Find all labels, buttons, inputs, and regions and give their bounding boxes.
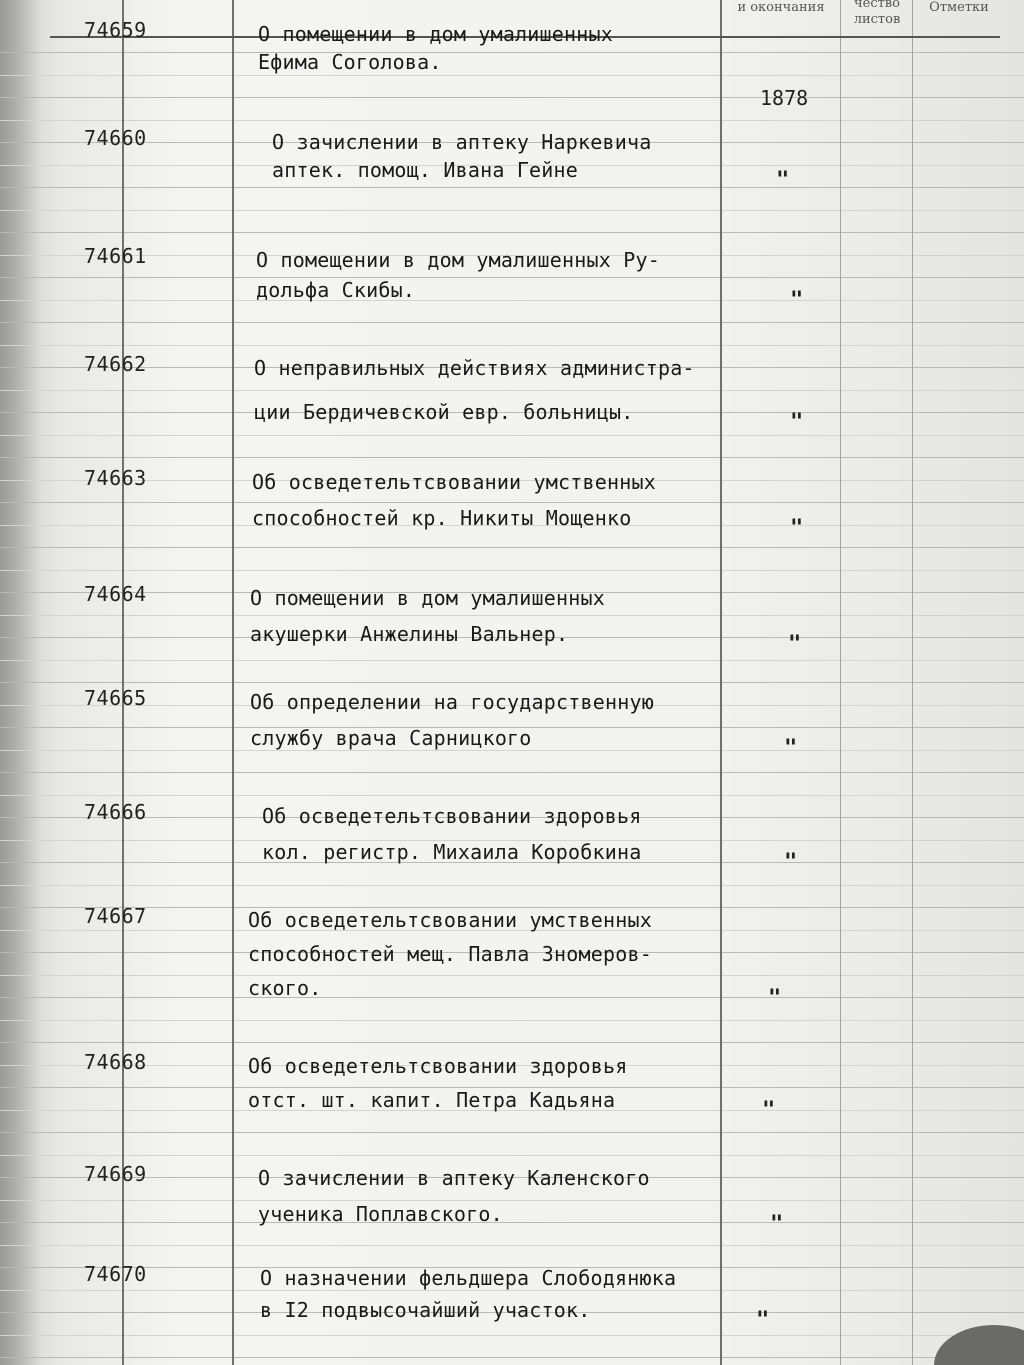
- ditto-mark: ": [790, 288, 804, 313]
- entry-number: 74670: [84, 1262, 147, 1286]
- ditto-mark: ": [790, 516, 804, 541]
- ditto-mark: ": [790, 410, 804, 435]
- ditto-mark: ": [762, 1098, 776, 1123]
- header-sheets: чество листов: [853, 0, 901, 27]
- ruled-line: [0, 435, 1024, 436]
- entry-number: 74666: [84, 800, 147, 824]
- ruled-line: [0, 885, 1024, 886]
- entry-number: 74663: [84, 466, 147, 490]
- entry-title-line: Об определении на государственную: [250, 690, 654, 714]
- ditto-mark: ": [788, 632, 802, 657]
- entry-title-line: Об осведетельтсвовании здоровья: [248, 1054, 628, 1078]
- ditto-mark: ": [768, 986, 782, 1011]
- entry-title-line: О назначении фельдшера Слободянюка: [260, 1266, 677, 1290]
- entry-title-line: ского.: [248, 976, 322, 1000]
- ruled-line: [0, 1132, 1024, 1133]
- ruled-line: [0, 795, 1024, 796]
- entry-number: 74665: [84, 686, 147, 710]
- ruled-line: [0, 660, 1024, 661]
- entry-number: 74662: [84, 352, 147, 376]
- entry-date: 1878: [760, 86, 809, 110]
- ruled-line: [0, 210, 1024, 211]
- header-notes: Отметки: [929, 0, 989, 15]
- entry-title-line: кол. регистр. Михаила Коробкина: [262, 840, 642, 864]
- entry-title-line: способностей кр. Никиты Мощенко: [252, 506, 632, 530]
- entry-title-line: ции Бердичевской евр. больницы.: [254, 400, 634, 424]
- entry-title-line: Об осведетельтсвовании здоровья: [262, 804, 642, 828]
- ruled-line: [0, 187, 1024, 188]
- ruled-line: [0, 75, 1024, 76]
- entry-title-line: Об осведетельтсвовании умственных: [252, 470, 656, 494]
- ruled-line: [0, 390, 1024, 391]
- entry-title-line: О помещении в дом умалишенных: [258, 22, 613, 46]
- ditto-mark: ": [784, 736, 798, 761]
- column-divider-title: [232, 0, 234, 1365]
- entry-title-line: дольфа Скибы.: [256, 278, 416, 302]
- entry-title-line: Ефима Соголова.: [258, 50, 442, 74]
- entry-number: 74669: [84, 1162, 147, 1186]
- entry-number: 74660: [84, 126, 147, 150]
- thumb-shadow: [934, 1325, 1024, 1365]
- ruled-line: [0, 1155, 1024, 1156]
- entry-number: 74659: [84, 18, 147, 42]
- entry-title-line: способностей мещ. Павла Зномеров-: [248, 942, 652, 966]
- column-divider-notes: [912, 0, 913, 1365]
- ruled-line: [0, 975, 1024, 976]
- column-divider-number: [122, 0, 124, 1365]
- ruled-line: [0, 232, 1024, 233]
- ruled-line: [0, 345, 1024, 346]
- ruled-line: [0, 1245, 1024, 1246]
- ditto-mark: ": [784, 850, 798, 875]
- entry-title-line: О зачислении в аптеку Каленского: [258, 1166, 650, 1190]
- entry-number: 74667: [84, 904, 147, 928]
- ditto-mark: ": [756, 1308, 770, 1333]
- ruled-line: [0, 277, 1024, 278]
- entry-title-line: в I2 подвысочайший участок.: [260, 1298, 591, 1322]
- entry-number: 74664: [84, 582, 147, 606]
- entry-title-line: О неправильных действиях администра-: [254, 356, 695, 380]
- ruled-line: [0, 1357, 1024, 1358]
- column-divider-dates: [720, 0, 722, 1365]
- column-divider-sheets: [840, 0, 841, 1365]
- ruled-line: [0, 322, 1024, 323]
- entry-title-line: Об осведетельтсвовании умственных: [248, 908, 652, 932]
- ruled-line: [0, 570, 1024, 571]
- ruled-line: [0, 1200, 1024, 1201]
- entry-title-line: службу врача Сарницкого: [250, 726, 532, 750]
- ruled-line: [0, 547, 1024, 548]
- ruled-line: [0, 1020, 1024, 1021]
- ruled-line: [0, 300, 1024, 301]
- ruled-line: [0, 615, 1024, 616]
- ruled-line: [0, 502, 1024, 503]
- header-dates: и окончания: [737, 0, 825, 15]
- ruled-line: [0, 772, 1024, 773]
- ruled-line: [0, 1222, 1024, 1223]
- entry-title-line: акушерки Анжелины Вальнер.: [250, 622, 569, 646]
- entry-title-line: ученика Поплавского.: [258, 1202, 503, 1226]
- ditto-mark: ": [770, 1212, 784, 1237]
- ruled-line: [0, 1042, 1024, 1043]
- ruled-line: [0, 1335, 1024, 1336]
- ruled-line: [0, 682, 1024, 683]
- ruled-line: [0, 120, 1024, 121]
- ditto-mark: ": [776, 168, 790, 193]
- entry-title-line: О помещении в дом умалишенных: [250, 586, 605, 610]
- entry-number: 74668: [84, 1050, 147, 1074]
- entry-title-line: отст. шт. капит. Петра Кадьяна: [248, 1088, 616, 1112]
- entry-title-line: аптек. помощ. Ивана Гейне: [272, 158, 579, 182]
- ruled-line: [0, 52, 1024, 53]
- entry-title-line: О помещении в дом умалишенных Ру-: [256, 248, 660, 272]
- ruled-line: [0, 997, 1024, 998]
- entry-number: 74661: [84, 244, 147, 268]
- ruled-line: [0, 457, 1024, 458]
- entry-title-line: О зачислении в аптеку Наркевича: [272, 130, 652, 154]
- ruled-line: [0, 97, 1024, 98]
